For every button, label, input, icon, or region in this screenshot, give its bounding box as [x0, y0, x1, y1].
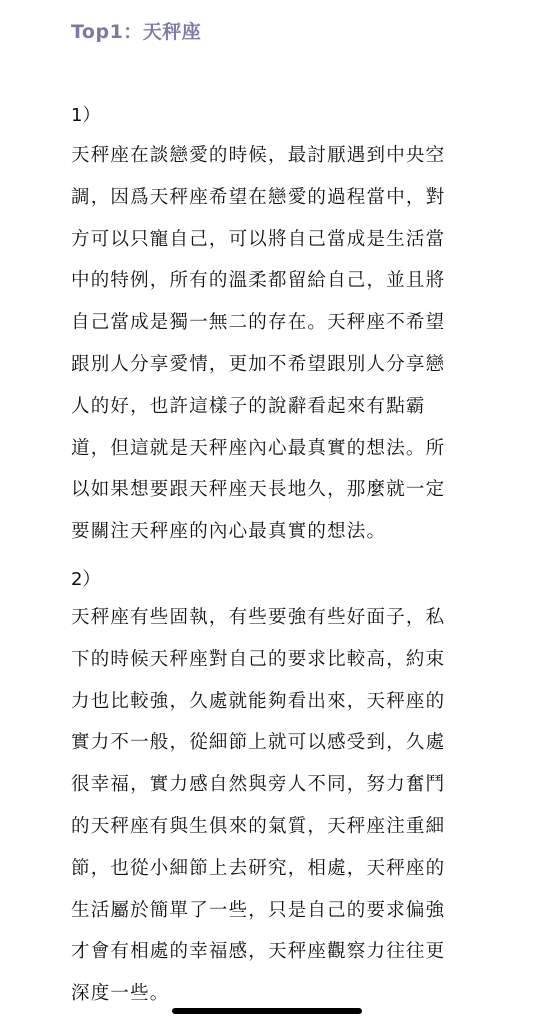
paragraph-line: 要關注天秤座的內心最真實的想法。 [71, 521, 387, 543]
paragraph-line: 很幸福，實力感自然與旁人不同，努力奮鬥 [71, 774, 446, 796]
paragraph-line: 人的好，也許這樣子的說辭看起來有點霸 [71, 395, 426, 417]
section-label: 1） [71, 105, 101, 126]
paragraph-line: 以如果想要跟天秤座天長地久，那麼就一定 [71, 479, 446, 501]
paragraph-line: 調，因爲天秤座希望在戀愛的過程當中，對 [71, 186, 446, 208]
paragraph-line: 深度一些。 [71, 983, 170, 1005]
paragraph [71, 597, 471, 1015]
paragraph-line: 自己當成是獨一無二的存在。天秤座不希望 [71, 312, 446, 334]
paragraph-line: 中的特例，所有的溫柔都留給自己，並且將 [71, 270, 446, 292]
paragraph [71, 135, 471, 553]
page-title: Top1：天秤座 [71, 21, 202, 43]
paragraph-line: 生活屬於簡單了一些，只是自己的要求偏強 [71, 899, 446, 921]
paragraph-line: 跟別人分享愛情，更加不希望跟別人分享戀 [71, 353, 446, 375]
paragraph-line: 才會有相處的幸福感，天秤座觀察力往往更 [71, 941, 446, 963]
paragraph-line: 天秤座在談戀愛的時候，最討厭遇到中央空 [71, 145, 446, 166]
paragraph-line: 方可以只寵自己，可以將自己當成是生活當 [71, 228, 446, 250]
paragraph-line: 下的時候天秤座對自己的要求比較高，約束 [71, 648, 446, 670]
paragraph-line: 節，也從小細節上去研究，相處，天秤座的 [71, 857, 446, 879]
paragraph-line: 的天秤座有與生俱來的氣質，天秤座注重細 [71, 815, 446, 837]
home-indicator[interactable] [172, 1008, 362, 1014]
paragraph-line: 天秤座有些固執，有些要強有些好面子，私 [71, 607, 446, 628]
paragraph-line: 實力不一般，從細節上就可以感受到，久處 [71, 732, 446, 754]
paragraph-line: 力也比較強，久處就能夠看出來，天秤座的 [71, 690, 446, 712]
section-label: 2） [71, 569, 101, 590]
paragraph-line: 道，但這就是天秤座內心最真實的想法。所 [71, 437, 446, 459]
